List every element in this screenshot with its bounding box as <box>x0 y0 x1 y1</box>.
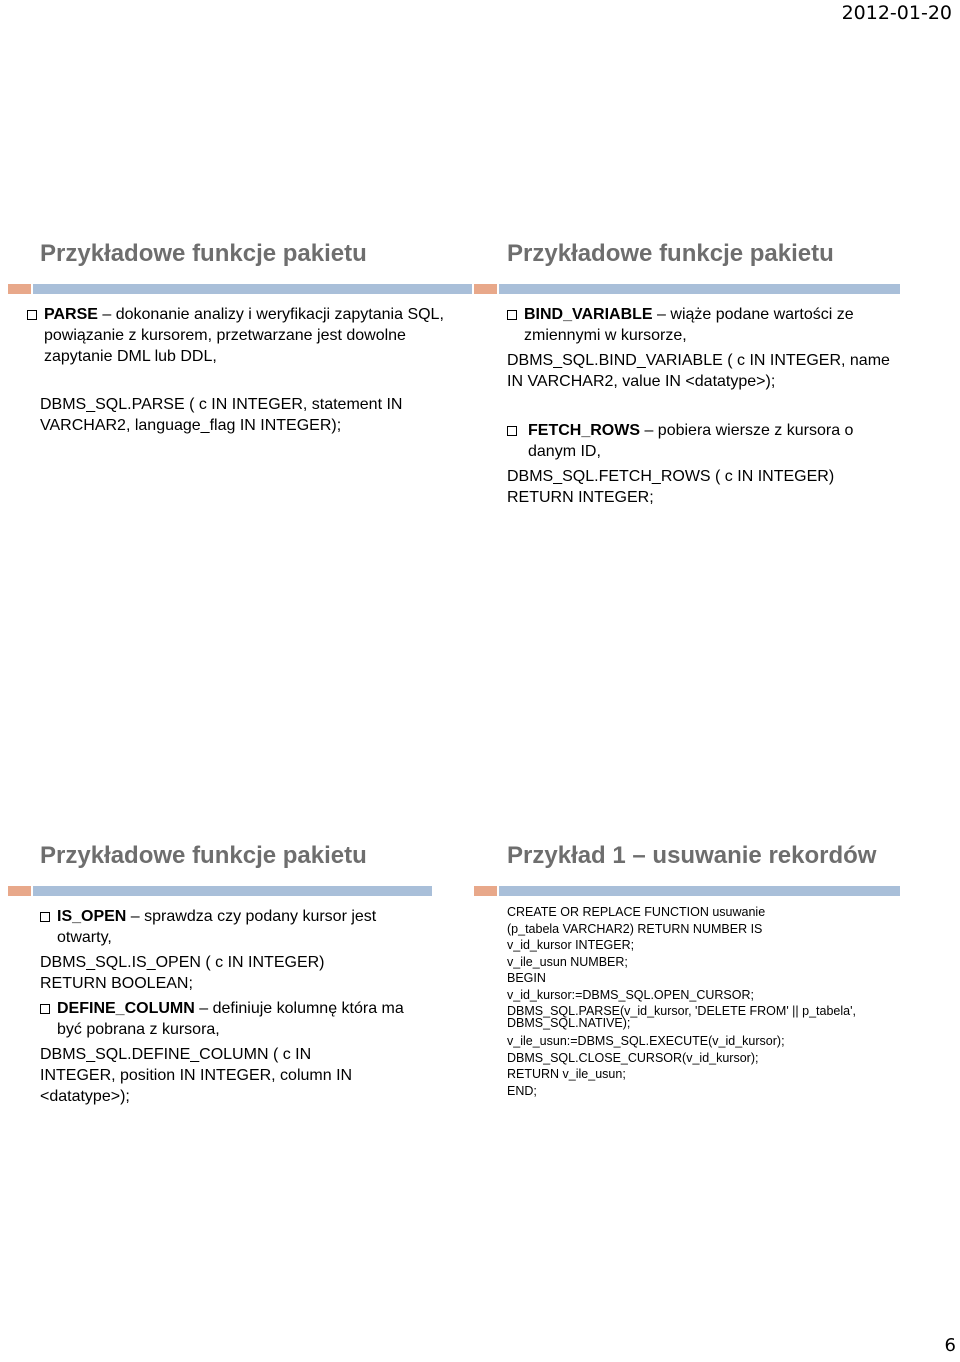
function-name: BIND_VARIABLE <box>524 306 653 323</box>
bullet-item <box>40 998 420 1040</box>
code-line: BEGIN <box>507 971 546 985</box>
bullet-item <box>40 906 420 948</box>
function-signature: DBMS_SQL.BIND_VARIABLE ( c IN INTEGER, name IN VARCHAR2, value IN <datatype>); <box>507 352 890 390</box>
bullet-item <box>507 304 897 346</box>
document-date: 2012-01-20 <box>841 2 952 24</box>
slide-4 <box>507 842 897 1099</box>
square-bullet-icon <box>40 912 50 922</box>
title-divider <box>474 886 900 896</box>
code-line: RETURN v_ile_usun; <box>507 1067 626 1081</box>
function-name: DEFINE_COLUMN <box>57 1000 195 1017</box>
code-line: (p_tabela VARCHAR2) RETURN NUMBER IS <box>507 921 763 936</box>
function-signature: DBMS_SQL.PARSE ( c IN INTEGER, statement IN VARCHAR2, language_flag IN INTEGER); <box>40 396 403 434</box>
function-signature: DBMS_SQL.IS_OPEN ( c IN INTEGER) RETURN BOOLEAN; <box>40 954 325 992</box>
square-bullet-icon <box>507 310 517 320</box>
title-divider <box>8 886 432 896</box>
title-divider <box>8 284 472 294</box>
square-bullet-icon <box>40 1004 50 1014</box>
title-divider <box>474 284 900 294</box>
page-number: 6 <box>944 1335 956 1356</box>
slide-1 <box>40 240 472 436</box>
square-bullet-icon <box>507 426 517 436</box>
function-signature: DBMS_SQL.DEFINE_COLUMN ( c IN INTEGER, position IN INTEGER, column IN <datatype>); <box>40 1046 353 1105</box>
slide-2 <box>507 240 897 508</box>
code-line: v_ile_usun:=DBMS_SQL.EXECUTE(v_id_kursor); <box>507 1034 785 1048</box>
code-line: DBMS_SQL.CLOSE_CURSOR(v_id_kursor); <box>507 1050 759 1065</box>
function-name: IS_OPEN <box>57 908 127 925</box>
function-description: – wiąże podane wartości ze zmiennymi w kursorze, <box>524 306 854 344</box>
code-block <box>507 904 897 1099</box>
square-bullet-icon <box>27 310 37 320</box>
function-signature: DBMS_SQL.FETCH_ROWS ( c IN INTEGER) RETURN INTEGER; <box>507 468 835 506</box>
code-line: CREATE OR REPLACE FUNCTION usuwanie <box>507 905 766 919</box>
function-name: FETCH_ROWS <box>528 422 640 439</box>
function-description: – dokonanie analizy i weryfikacji zapytania SQL, powiązanie z kursorem, przetwarzane jest dowolne zapytanie DML lub DDL, <box>44 306 444 365</box>
bullet-item <box>507 420 897 462</box>
function-description: – sprawdza czy podany kursor jest otwarty, <box>57 908 377 946</box>
slide-title: Przykładowe funkcje pakietu <box>40 842 367 869</box>
function-name: PARSE <box>44 306 98 323</box>
code-line: v_ile_usun NUMBER; <box>507 954 628 969</box>
slide-title: Przykładowe funkcje pakietu <box>40 240 367 267</box>
code-line: DBMS_SQL.PARSE(v_id_kursor, 'DELETE FROM' || p_tabela', DBMS_SQL.NATIVE); <box>507 1004 856 1030</box>
function-description: – definiuje kolumnę która ma być pobrana z kursora, <box>57 1000 404 1038</box>
slide-title: Przykładowe funkcje pakietu <box>507 240 834 267</box>
slide-3 <box>40 842 420 1107</box>
slide-title: Przykład 1 – usuwanie rekordów <box>507 842 877 869</box>
bullet-item <box>27 304 472 367</box>
code-line: v_id_kursor:=DBMS_SQL.OPEN_CURSOR; <box>507 987 754 1002</box>
function-description: – pobiera wiersze z kursora o danym ID, <box>528 422 854 460</box>
code-line: END; <box>507 1083 537 1098</box>
code-line: v_id_kursor INTEGER; <box>507 938 635 952</box>
